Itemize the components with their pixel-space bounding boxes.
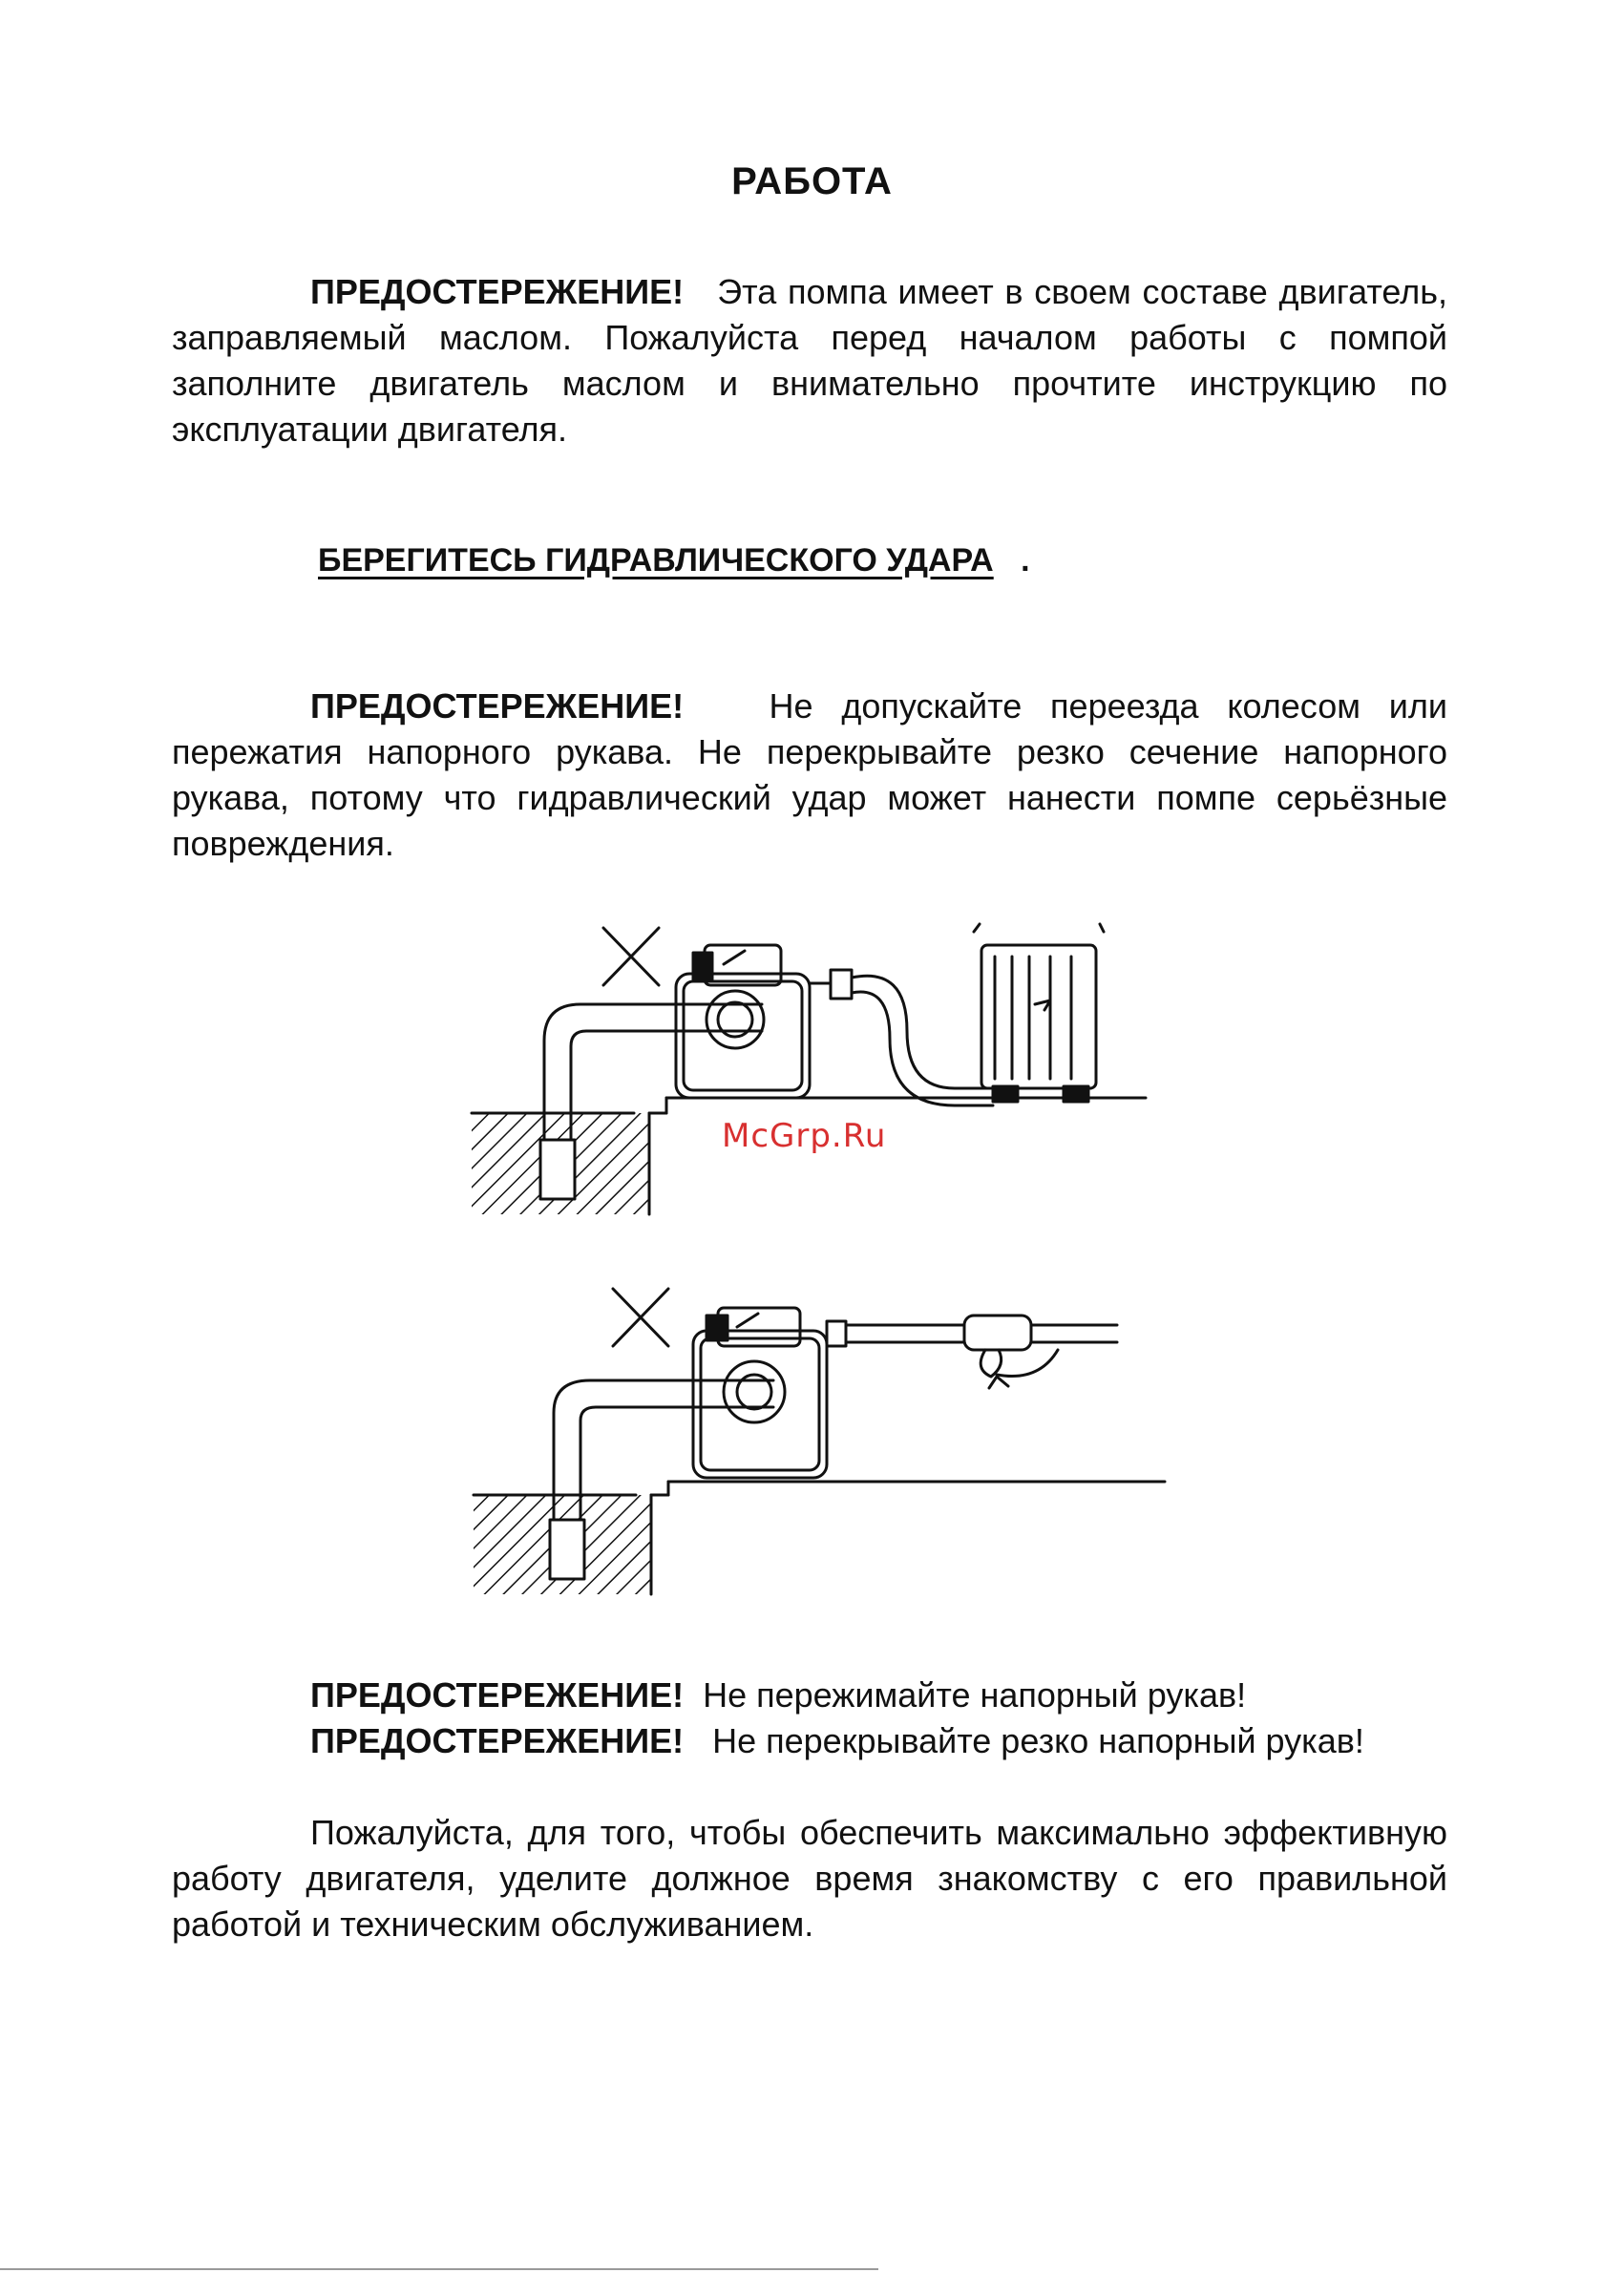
prohibited-x-icon bbox=[613, 1289, 668, 1346]
hose-close-warning bbox=[172, 1718, 1447, 1764]
warning-label: ПРЕДОСТЕРЕЖЕНИЕ! bbox=[310, 686, 685, 726]
watermark: McGrp.Ru bbox=[722, 1117, 887, 1155]
page-title: РАБОТА bbox=[731, 160, 893, 202]
warning-label: ПРЕДОСТЕРЕЖЕНИЕ! bbox=[310, 1721, 685, 1760]
pump-icon bbox=[693, 1308, 846, 1478]
suction-pipe bbox=[540, 1004, 762, 1199]
warning-label: ПРЕДОСТЕРЕЖЕНИЕ! bbox=[310, 1675, 685, 1715]
water-hammer-heading bbox=[318, 542, 1030, 579]
warning-label: ПРЕДОСТЕРЕЖЕНИЕ! bbox=[310, 272, 685, 311]
suction-pipe bbox=[550, 1380, 773, 1579]
discharge-hose bbox=[852, 976, 993, 1105]
figure-hose-crushed bbox=[458, 897, 1165, 1222]
prohibited-x-icon bbox=[603, 928, 659, 985]
oil-warning-text: Эта помпа имеет в своем составе двигатель, заправляемый маслом. Пожалуйста перед началом работы с помпой заполните двигатель маслом и внимательно прочтите инструкцию по эксплуатации двигателя. bbox=[172, 272, 1447, 449]
vehicle-icon bbox=[974, 924, 1104, 1102]
page-bottom-rule bbox=[0, 2268, 878, 2270]
pump-icon bbox=[676, 945, 852, 1098]
hose-warning-text: Не допускайте переезда колесом или пережатия напорного рукава. Не перекрывайте резко сечение напорного рукава, потому что гидравлический удар может нанести помпе серьёзные повреждения. bbox=[172, 686, 1448, 863]
hose-pinch-warning bbox=[172, 1673, 1447, 1718]
water-hammer-heading-tail: . bbox=[1011, 542, 1030, 579]
water-hammer-heading-text: БЕРЕГИТЕСЬ ГИДРАВЛИЧЕСКОГО УДАРА bbox=[318, 542, 994, 579]
figure-valve-closing bbox=[468, 1270, 1184, 1604]
hose-warning-paragraph bbox=[172, 684, 1447, 867]
hose-pinch-text: Не пережимайте напорный рукав! bbox=[703, 1675, 1247, 1715]
oil-warning-paragraph bbox=[172, 269, 1447, 452]
discharge-pipe bbox=[846, 1325, 1117, 1342]
hose-close-text: Не перекрывайте резко напорный рукав! bbox=[712, 1721, 1364, 1760]
closing-paragraph bbox=[172, 1810, 1447, 1947]
closing-text: Пожалуйста, для того, чтобы обеспечить максимально эффективную работу двигателя, уделите должное время знакомству с его правильной работой и техническим обслуживанием. bbox=[172, 1813, 1447, 1944]
